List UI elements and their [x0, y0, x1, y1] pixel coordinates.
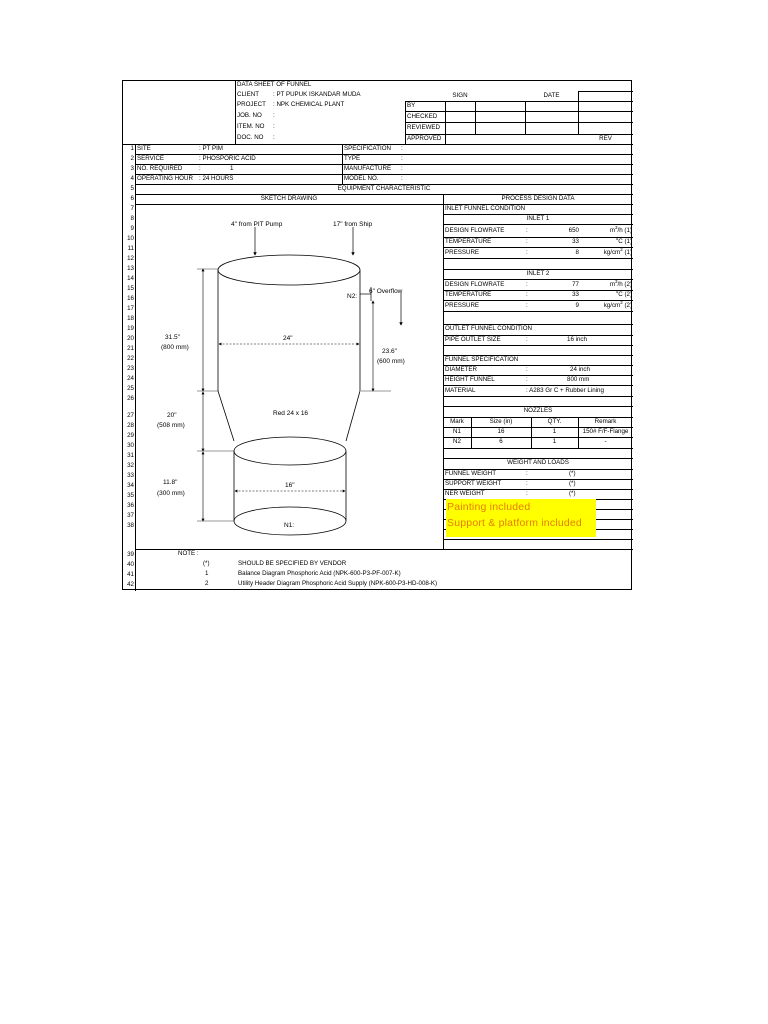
inlet-param-label: PRESSURE [445, 302, 480, 309]
sketch-title: SKETCH DRAWING [260, 195, 318, 202]
weight-label: FUNNEL WEIGHT [445, 470, 496, 477]
material-value: : A283 Gr C + Rubber Lining [526, 387, 604, 394]
label-overflow-height: 23.6" [382, 348, 397, 355]
lower-bottom-ellipse [234, 507, 346, 535]
inlet-param-unit: $m^3/h$ (1) [609, 225, 632, 234]
height-colon: : [526, 376, 528, 383]
project-label: PROJECT [237, 101, 266, 108]
row-number: 6 [130, 195, 134, 202]
nozzle-cell: 6 [499, 438, 503, 445]
cone-left [218, 391, 234, 441]
note-title: NOTE : [178, 550, 199, 557]
diameter-value: 24 inch [570, 366, 590, 373]
inlet-param-colon: : [526, 281, 528, 288]
nozzle-cell: 1 [552, 438, 557, 445]
row-number: 1 [130, 145, 134, 152]
inlet-param-colon: : [526, 238, 528, 245]
row-number: 35 [127, 492, 134, 499]
manufacture-label: MANUFACTURE [344, 165, 392, 172]
row-number: 2 [130, 155, 134, 162]
inlet-param-value: 33 [572, 291, 579, 298]
inlet-param-value: 650 [568, 227, 579, 234]
inlet-param-value: 77 [572, 281, 579, 288]
row-number: 26 [127, 395, 134, 402]
note-mark-0: (*) [203, 560, 210, 567]
inlet-param-unit: $kg/cm^2$ (1) [603, 247, 632, 256]
note-mark-2: 2 [205, 580, 209, 587]
nozzle-cell: - [604, 438, 607, 445]
inlet-param-value: 8 [575, 249, 579, 256]
no-required-value: 1 [230, 165, 234, 172]
rev-label: REV [599, 135, 612, 142]
sign-label: SIGN [452, 92, 468, 99]
inlet-param-label: TEMPERATURE [445, 238, 492, 245]
inlet-param-unit: $kg/cm^2$ (2) [603, 300, 632, 309]
inlet-condition-label: INLET FUNNEL CONDITION [445, 205, 526, 212]
diameter-label: DIAMETER [445, 366, 477, 373]
row-number: 28 [127, 422, 134, 429]
row-number: 24 [127, 375, 134, 382]
item-value: : [273, 123, 275, 130]
nozzle-cell: 16 [497, 428, 505, 435]
label-from-ship: 17" from Ship [333, 221, 373, 228]
nozzle-header: QTY. [547, 418, 562, 425]
inlet-param-value: 33 [572, 238, 579, 245]
note-text-2: Utility Header Diagram Phosphoric Acid Supply (NPK-600-P3-HD-008-K) [238, 580, 438, 587]
weight-label: SUPPORT WEIGHT [445, 480, 502, 487]
row-number: 7 [130, 205, 134, 212]
no-required-label: NO. REQUIRED [137, 165, 183, 172]
weight-value: (*) [569, 480, 576, 487]
lower-top-ellipse [234, 437, 346, 465]
inlet-param-unit: $^o$C (1) [615, 236, 632, 245]
row-number: 42 [127, 581, 134, 588]
inlet-param-label: DESIGN FLOWRATE [445, 281, 505, 288]
row-number: 33 [127, 472, 134, 479]
row-number: 41 [127, 571, 134, 578]
checked-label: CHECKED [407, 113, 438, 120]
by-label: BY [407, 102, 416, 109]
service-value: : PHOSPORIC ACID [199, 155, 256, 162]
height-label: HEIGHT FUNNEL [445, 376, 495, 383]
spec-label: SPECIFICATION [344, 145, 391, 152]
row-number: 3 [130, 165, 134, 172]
model-value: : [401, 175, 403, 182]
job-value: : [273, 112, 275, 119]
row-number: 29 [127, 432, 134, 439]
row-number: 27 [127, 412, 134, 419]
row-number: 19 [127, 325, 134, 332]
equipment-characteristic: EQUIPMENT CHARACTERISTIC [337, 185, 431, 192]
note-mark-1: 1 [205, 570, 209, 577]
funnel-spec-label: FUNNEL SPECIFICATION [445, 356, 519, 363]
row-number: 15 [127, 285, 134, 292]
label-lower-height-mm: (300 mm) [157, 490, 185, 497]
weight-value: (*) [569, 470, 576, 477]
approved-label: APPROVED [407, 135, 442, 142]
row-number: 21 [127, 345, 134, 352]
site-value: : PT PIM [199, 145, 223, 152]
row-number: 31 [127, 452, 134, 459]
label-reducer: Red 24 x 16 [273, 410, 309, 417]
nozzles-title: NOZZLES [523, 407, 553, 414]
row-number: 34 [127, 482, 134, 489]
outlet-condition-label: OUTLET FUNNEL CONDITION [445, 325, 532, 332]
row-number: 9 [130, 225, 134, 232]
upper-top-ellipse [218, 255, 360, 285]
pipe-outlet-label: PIPE OUTLET SIZE [445, 336, 501, 343]
painting-note: Painting included [447, 501, 531, 513]
doc-value: : [273, 134, 275, 141]
inlet-param-unit: $m^3/h$ (2) [609, 279, 632, 288]
label-cone: 20" [167, 412, 177, 419]
nozzle-cell: N2 [453, 438, 461, 445]
label-from-pump: 4" from PIT Pump [231, 221, 283, 228]
inlet2-label: INLET 2 [526, 270, 550, 277]
label-overflow-height-mm: (600 mm) [377, 358, 405, 365]
inlet-param-colon: : [526, 302, 528, 309]
inlet-param-value: 9 [575, 302, 579, 309]
inlet-param-label: TEMPERATURE [445, 291, 492, 298]
label-overflow: 6" Overflow [369, 288, 403, 295]
model-label: MODEL NO. [344, 175, 379, 182]
row-number: 39 [127, 551, 134, 558]
support-note: Support & platform included [447, 517, 582, 529]
doc-label: DOC. NO [237, 134, 264, 141]
row-number: 36 [127, 502, 134, 509]
spec-value: : [401, 145, 403, 152]
reviewed-label: REVIEWED [407, 124, 441, 131]
row-number: 30 [127, 442, 134, 449]
row-number: 10 [127, 235, 134, 242]
pipe-outlet-colon: : [526, 336, 528, 343]
type-value: : [401, 155, 403, 162]
label-height-upper: 31.5" [165, 334, 180, 341]
row-number: 38 [127, 522, 134, 529]
pipe-outlet-value: 16 inch [567, 336, 587, 343]
note-text-0: SHOULD BE SPECIFIED BY VENDOR [238, 560, 347, 567]
process-title: PROCESS DESIGN DATA [501, 195, 575, 202]
inlet-param-label: PRESSURE [445, 249, 480, 256]
operating-label: OPERATING HOUR [137, 175, 193, 182]
nozzle-cell: N1 [453, 428, 461, 435]
weight-label: NER WEIGHT [445, 490, 485, 497]
label-n1: N1: [284, 522, 295, 529]
row-number: 8 [130, 215, 134, 222]
client-value: : PT PUPUK ISKANDAR MUDA [273, 91, 361, 98]
height-value: 800 mm [567, 376, 590, 383]
type-label: TYPE [344, 155, 361, 162]
service-label: SERVICE [137, 155, 165, 162]
row-number: 20 [127, 335, 134, 342]
doc-title: DATA SHEET OF FUNNEL [237, 81, 312, 88]
row-number: 14 [127, 275, 134, 282]
item-label: ITEM. NO [237, 123, 265, 130]
note-text-1: Balance Diagram Phosphoric Acid (NPK-600-P3-PF-007-K) [238, 570, 401, 577]
inlet-param-label: DESIGN FLOWRATE [445, 227, 505, 234]
row-number: 37 [127, 512, 134, 519]
row-number: 40 [127, 561, 134, 568]
nozzle-header: Remark [594, 418, 617, 425]
row-number: 17 [127, 305, 134, 312]
project-value: : NPK CHEMICAL PLANT [273, 101, 345, 108]
row-number: 13 [127, 265, 134, 272]
label-dia-upper: 24" [283, 335, 293, 342]
nozzle-header: Mark [450, 418, 464, 425]
row-number: 12 [127, 255, 134, 262]
inlet1-label: INLET 1 [526, 215, 550, 222]
label-n2: N2: [347, 293, 358, 300]
label-dia-lower: 16" [285, 482, 295, 489]
operating-value: : 24 HOURS [199, 175, 234, 182]
nozzle-cell: 1 [552, 428, 557, 435]
row-number: 11 [127, 245, 134, 252]
inlet-param-colon: : [526, 291, 528, 298]
row-number: 25 [127, 385, 134, 392]
weight-colon: : [526, 470, 528, 477]
label-height-upper-mm: (800 mm) [161, 344, 189, 351]
inlet-param-colon: : [526, 227, 528, 234]
label-cone-mm: (508 mm) [157, 422, 185, 429]
row-number: 22 [127, 355, 134, 362]
cone-right [346, 391, 360, 441]
row-number: 18 [127, 315, 134, 322]
weight-colon: : [526, 480, 528, 487]
weights-title: WEIGHT AND LOADS [507, 459, 569, 466]
row-number: 32 [127, 462, 134, 469]
job-label: JOB. NO [237, 112, 262, 119]
weight-colon: : [526, 490, 528, 497]
site-label: SITE [137, 145, 151, 152]
inlet-param-colon: : [526, 249, 528, 256]
diameter-colon: : [526, 366, 528, 373]
manufacture-value: : [401, 165, 403, 172]
material-label: MATERIAL [445, 387, 476, 394]
inlet-param-unit: $^o$C (2) [615, 289, 632, 298]
row-number: 23 [127, 365, 134, 372]
row-number: 4 [130, 175, 134, 182]
datasheet-frame [122, 80, 632, 590]
funnel-sketch [123, 81, 443, 551]
client-label: CLIENT [237, 91, 260, 98]
date-label: DATE [543, 92, 560, 99]
row-number: 16 [127, 295, 134, 302]
weight-value: (*) [569, 490, 576, 497]
nozzle-header: Size (in) [489, 418, 513, 425]
nozzle-cell: 150# F/F-Flange [582, 428, 629, 435]
row-number: 5 [130, 185, 134, 192]
no-required-colon: : [199, 165, 201, 172]
label-lower-height: 11.8" [163, 479, 178, 486]
